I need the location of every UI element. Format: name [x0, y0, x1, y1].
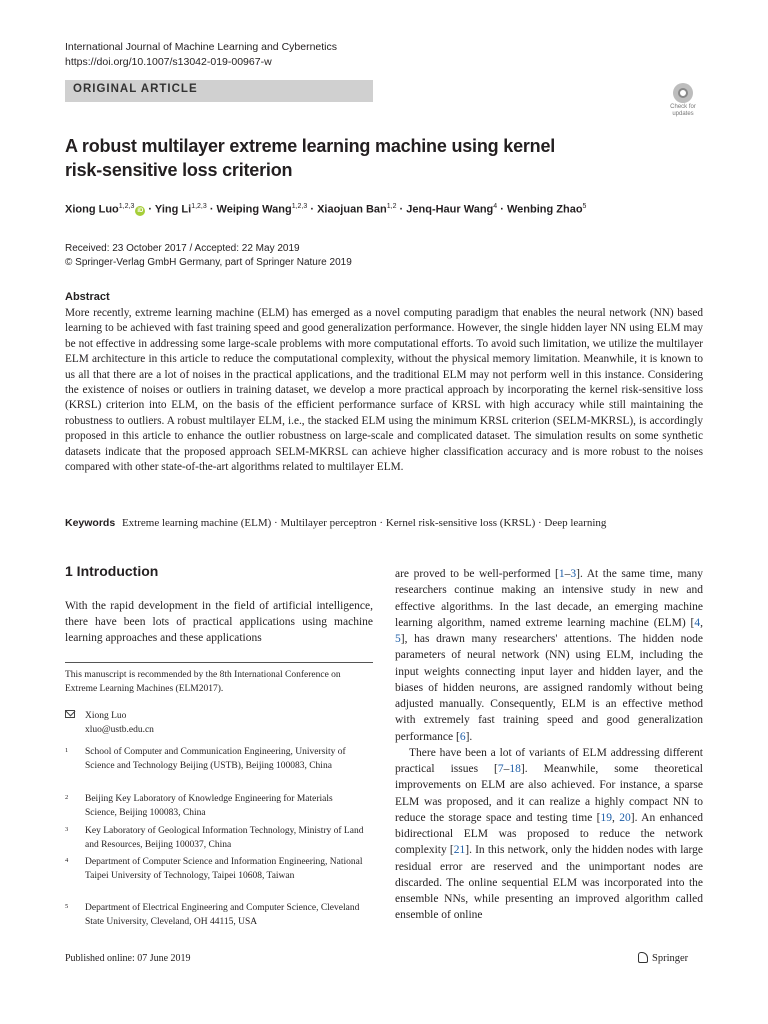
- paper-title-line-1: A robust multilayer extreme learning machine using kernel: [65, 136, 556, 156]
- text-run: ]. At the same time, many researchers continue making an intensive study in new and effective algorithms. In the last decade, an emerging machine learning algorithm, named extreme learning machine (ELM) [: [395, 568, 703, 629]
- publisher-logo: [638, 952, 688, 964]
- text-run: There have been a lot of variants of ELM addressing different practical issues [: [395, 746, 703, 775]
- paper-title-line-2: risk-sensitive loss criterion: [65, 160, 293, 180]
- affiliation-text: Beijing Key Laboratory of Knowledge Engineering for Materials Science, Beijing 100083, China: [85, 794, 333, 818]
- author-affiliation-sup: 4: [493, 203, 498, 210]
- citation-link[interactable]: 3: [570, 568, 577, 580]
- affiliation-number: 5: [65, 903, 69, 910]
- check-updates-label: Check for updates: [670, 104, 696, 117]
- affiliation-text: Key Laboratory of Geological Information Technology, Ministry of Land and Resources, Beijing 100037, China: [85, 826, 364, 850]
- affiliation-text: Department of Electrical Engineering and Computer Science, Cleveland State University, Cleveland, OH 44115, USA: [85, 903, 360, 927]
- author-list: Xiong Luo$^{1,2,3}$iD · Ying Li$^{1,2,3}$ · Weiping Wang$^{1,2,3}$ · Xiaojuan Ban$^{1,2}$ · Jenq-Haur Wang$^4$ · Wenbing Zhao$^5$: [65, 203, 587, 216]
- citation-link[interactable]: 5: [395, 633, 401, 645]
- footnote-divider: [65, 662, 373, 663]
- affiliation-number: 3: [65, 826, 69, 833]
- text-run: ,: [700, 616, 703, 629]
- author-affiliation-sup: 1,2,3: [118, 203, 135, 210]
- check-for-updates-badge[interactable]: [664, 83, 702, 123]
- citation-link[interactable]: 1: [558, 568, 565, 580]
- corresponding-author: [65, 709, 154, 737]
- abstract-heading: Abstract: [65, 291, 110, 303]
- author-affiliation-sup: 5: [582, 203, 587, 210]
- doi-link[interactable]: https://doi.org/10.1007/s13042-019-00967-w: [65, 56, 272, 68]
- envelope-icon: [65, 710, 75, 718]
- citation-link[interactable]: 21: [453, 844, 466, 857]
- affiliation-number: 1: [65, 747, 69, 754]
- affiliation-number: 2: [65, 794, 69, 801]
- received-accepted: Received: 23 October 2017 / Accepted: 22 May 2019: [65, 243, 300, 254]
- affiliation-number: 4: [65, 857, 69, 864]
- affiliation-text: School of Computer and Communication Engineering, University of Science and Technology Beijing (USTB), Beijing 100083, China: [85, 747, 346, 771]
- orcid-icon[interactable]: iD: [137, 207, 144, 214]
- publisher-name: Springer: [652, 953, 689, 964]
- affiliation-1: [65, 746, 365, 773]
- affiliation-5: [65, 902, 365, 929]
- text-run: ]. An enhanced bidirectional ELM was proposed to reduce the network complexity [: [395, 811, 703, 857]
- body-text-left: With the rapid development in the field of artificial intelligence, there have been lots of practical applications using machine learning approaches and these applications: [65, 600, 373, 644]
- author-name[interactable]: Ying Li: [154, 203, 192, 216]
- author-affiliation-sup: 1,2: [386, 203, 397, 210]
- citation-link[interactable]: 19: [600, 811, 612, 824]
- article-type-label: ORIGINAL ARTICLE: [73, 83, 198, 95]
- paragraph: [395, 745, 703, 924]
- section-heading: 1 Introduction: [65, 563, 159, 579]
- article-type-bar: [65, 80, 373, 102]
- citation-link[interactable]: 7: [497, 763, 504, 775]
- affiliation-text: Department of Computer Science and Information Engineering, National Taipei University of Technology, Taipei 10608, Taiwan: [85, 857, 363, 881]
- text-run: ].: [465, 730, 473, 743]
- body-text-right: [395, 566, 703, 924]
- citation-link[interactable]: 4: [694, 616, 701, 629]
- text-run: ], has drawn many researchers' attentions. The hidden node parameters of neural network (NN) using ELM, including the input weights connecting input layer and hidden layer, and the biases of hidden neurons, are assigned randomly without being adjusted manually. Consequently, ELM is an effective method with extremely fast training speed and good generalization performance [: [395, 633, 703, 743]
- citation-link[interactable]: 18: [509, 763, 521, 775]
- text-run: ]. Meanwhile, some theoretical improvements on ELM are also achieved. For instance, a sparse ELM was proposed, and it can realize a highly compact NN to reduce the storage space and testing time [: [395, 763, 703, 824]
- author-name[interactable]: Xiong Luo: [65, 203, 119, 216]
- author-name[interactable]: Weiping Wang: [216, 203, 292, 216]
- paragraph: [395, 566, 703, 745]
- affiliation-4: [65, 856, 365, 883]
- paper-title: [65, 134, 625, 182]
- author-name[interactable]: Wenbing Zhao: [506, 203, 583, 216]
- text-run: –: [564, 568, 571, 580]
- journal-name: International Journal of Machine Learning and Cybernetics: [65, 41, 338, 53]
- affiliation-3: [65, 825, 365, 852]
- author-affiliation-sup: 1,2,3: [191, 203, 207, 210]
- citation-link[interactable]: 6: [459, 730, 466, 743]
- author-name[interactable]: Xiaojuan Ban: [317, 203, 387, 216]
- text-run: are proved to be well-performed [: [395, 568, 559, 580]
- keywords-text: Extreme learning machine (ELM) · Multilayer perceptron · Kernel risk-sensitive loss (KRSL) · Deep learning: [121, 517, 607, 529]
- citation-link[interactable]: 20: [619, 811, 631, 824]
- keywords-label: Keywords: [65, 517, 116, 529]
- published-online: Published online: 07 June 2019: [65, 953, 191, 964]
- footnote-note: This manuscript is recommended by the 8th International Conference on Extreme Learning Machines (ELM2017).: [65, 670, 341, 694]
- publication-dates: [65, 242, 352, 270]
- text-run: ,: [612, 811, 620, 824]
- abstract-text: More recently, extreme learning machine (ELM) has emerged as a novel computing paradigm that enables the neural network (NN) based learning to be achieved with fast training speed and good generalization performance. However, the single hidden layer NN using ELM may be not effective in addressing some large-scale problems with more computational efforts. To avoid such limitation, we utilize the multilayer ELM architecture in this article to reduce the computational complexity, without the physical memory limitation. Meanwhile, it is known to us all that there are a lot of noises in the practical applications, and the traditional ELM may not perform well in this instance. Considering the existence of noises or outliers in training dataset, we develop a more practical approach by incorporating the kernel risk-sensitive loss (KRSL) criterion into ELM, on the basis of the efficient performance surface of KRSL with high accuracy while still maintaining the robustness to outliers. A robust multilayer ELM, i.e., the stacked ELM using the minimum KRSL criterion (SELM-MKRSL), is accordingly proposed in this article to enhance the outlier robustness on large-scale and complicated dataset. The simulation results on some synthetic datasets indicate that the proposed approach SELM-MKRSL can achieve higher classification accuracy and is more robust to the noises compared with other state-of-the-art algorithms related to multilayer ELM.: [65, 307, 703, 474]
- affiliation-2: [65, 793, 365, 820]
- check-updates-icon: [673, 83, 693, 103]
- author-name[interactable]: Jenq-Haur Wang: [406, 203, 494, 216]
- text-run: ]. In this network, only the hidden nodes with large residual error are reserved and the unimportant nodes are discarded. The online sequential ELM was incorporated into the ensemble NNs, while presenting an improved algorithm called ensemble of online: [395, 844, 703, 922]
- contact-email[interactable]: xluo@ustb.edu.cn: [85, 725, 154, 735]
- keywords: [65, 517, 725, 529]
- text-run: –: [503, 763, 510, 775]
- copyright-line: © Springer-Verlag GmbH Germany, part of Springer Nature 2019: [65, 257, 352, 268]
- springer-horse-icon: [638, 952, 648, 963]
- author-affiliation-sup: 1,2,3: [291, 203, 308, 210]
- contact-name: Xiong Luo: [85, 711, 127, 721]
- journal-header: [65, 40, 337, 70]
